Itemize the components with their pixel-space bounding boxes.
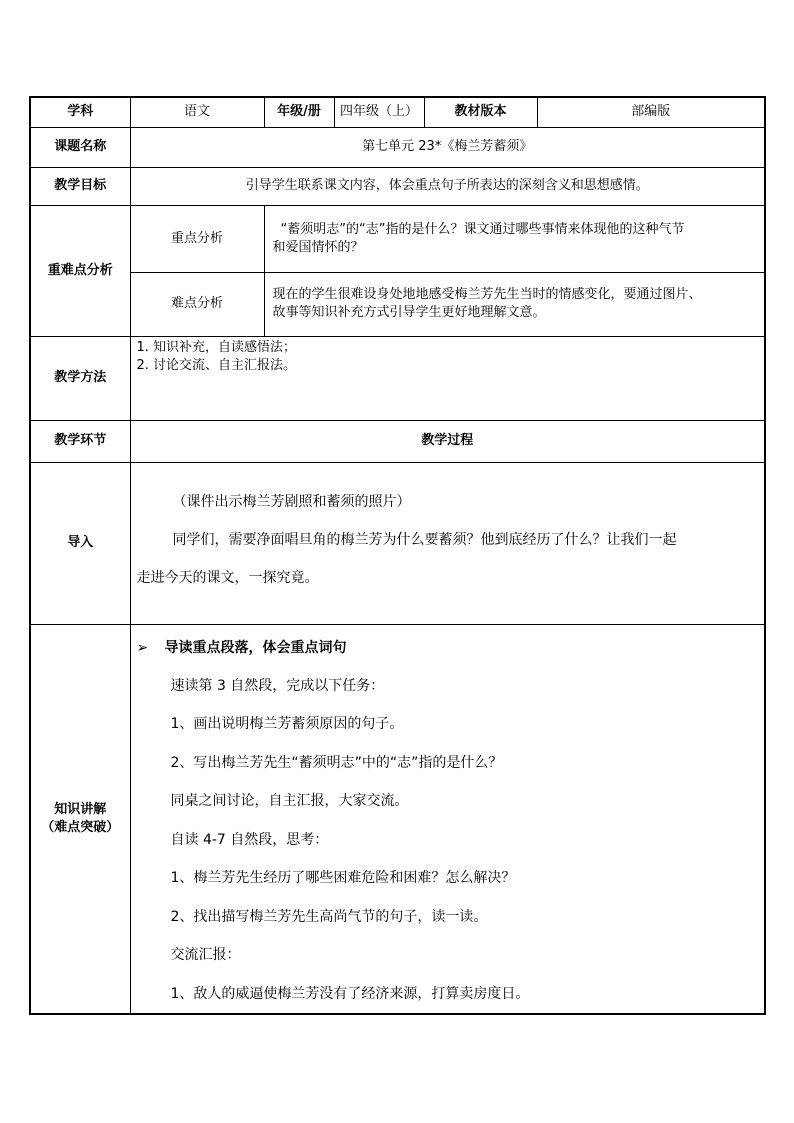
knowledge-line: 交流汇报： bbox=[170, 947, 241, 963]
knowledge-label-line-2: （难点突破） bbox=[41, 819, 120, 835]
intro-content bbox=[130, 462, 765, 624]
key-analysis-text bbox=[264, 205, 765, 272]
method-item: 1. 知识补充，自读感悟法； bbox=[136, 339, 297, 355]
difficult-analysis-row bbox=[30, 272, 765, 336]
knowledge-line: 速读第 3 自然段，完成以下任务： bbox=[170, 677, 385, 694]
difficult-analysis-label: 难点分析 bbox=[130, 272, 264, 336]
knowledge-row bbox=[30, 624, 765, 1014]
method-list bbox=[130, 336, 765, 420]
method-row bbox=[30, 336, 765, 420]
grade-label: 年级/册 bbox=[264, 97, 334, 127]
intro-line-1: 同学们，需要净面唱旦角的梅兰芳为什么要蓄须？他到底经历了什么？让我们一起 bbox=[172, 531, 677, 548]
knowledge-label-line-1: 知识讲解 bbox=[54, 802, 107, 818]
intro-row bbox=[30, 462, 765, 624]
step-header: 教学环节 bbox=[30, 420, 130, 462]
intro-note: （课件出示梅兰芳剧照和蓄须的照片） bbox=[172, 493, 411, 510]
knowledge-line: 1、敌人的威逼使梅兰芳没有了经济来源，打算卖房度日。 bbox=[170, 985, 530, 1002]
knowledge-heading bbox=[131, 629, 765, 667]
knowledge-line: 同桌之间讨论，自主汇报，大家交流。 bbox=[170, 793, 409, 809]
edition-value: 部编版 bbox=[537, 97, 765, 127]
intro-line-2: 走进今天的课文，一探究竟。 bbox=[136, 569, 319, 586]
lesson-plan-table bbox=[29, 96, 766, 1015]
method-item: 2. 讨论交流、自主汇报法。 bbox=[136, 357, 297, 373]
analysis-label: 重难点分析 bbox=[30, 205, 130, 336]
lesson-label: 课题名称 bbox=[30, 127, 130, 167]
grade-value: 四年级（上） bbox=[334, 97, 424, 127]
method-label: 教学方法 bbox=[30, 336, 130, 420]
intro-label: 导入 bbox=[30, 462, 130, 624]
knowledge-label bbox=[30, 624, 130, 1014]
goal-text: 引导学生联系课文内容，体会重点句子所表达的深刻含义和思想感情。 bbox=[130, 167, 765, 205]
subject-value: 语文 bbox=[130, 97, 264, 127]
knowledge-line: 自读 4-7 自然段，思考： bbox=[170, 831, 329, 848]
difficult-analysis-line-2: 故事等知识补充方式引导学生更好地理解文意。 bbox=[272, 305, 546, 320]
knowledge-line: 1、梅兰芳先生经历了哪些困难危险和困难？怎么解决？ bbox=[170, 870, 516, 886]
knowledge-content bbox=[130, 624, 765, 1014]
lesson-row bbox=[30, 127, 765, 167]
lesson-title: 第七单元 23*《梅兰芳蓄须》 bbox=[130, 127, 765, 167]
key-analysis-line-1: “蓄须明志”的“志”指的是什么？课文通过哪些事情来体现他的这种气节 bbox=[280, 221, 685, 237]
knowledge-heading-text: 导读重点段落，体会重点词句 bbox=[164, 639, 347, 656]
goal-row bbox=[30, 167, 765, 205]
key-analysis-line-2: 和爱国情怀的？ bbox=[272, 239, 364, 255]
header-row bbox=[30, 97, 765, 127]
key-analysis-row bbox=[30, 205, 765, 272]
edition-label: 教材版本 bbox=[424, 97, 537, 127]
process-header: 教学过程 bbox=[130, 420, 765, 462]
process-header-row bbox=[30, 420, 765, 462]
difficult-analysis-line-1: 现在的学生很难设身处地地感受梅兰芳先生当时的情感变化，要通过图片、 bbox=[272, 287, 702, 303]
knowledge-line: 1、画出说明梅兰芳蓄须原因的句子。 bbox=[170, 716, 404, 732]
knowledge-line: 2、找出描写梅兰芳先生高尚气节的句子，读一读。 bbox=[170, 908, 488, 925]
subject-label: 学科 bbox=[30, 97, 130, 127]
knowledge-line: 2、写出梅兰芳先生“蓄须明志”中的“志”指的是什么？ bbox=[170, 754, 503, 771]
key-analysis-label: 重点分析 bbox=[130, 205, 264, 272]
goal-label: 教学目标 bbox=[30, 167, 130, 205]
difficult-analysis-text bbox=[264, 272, 765, 336]
arrow-bullet-icon: ➢ bbox=[136, 639, 149, 656]
